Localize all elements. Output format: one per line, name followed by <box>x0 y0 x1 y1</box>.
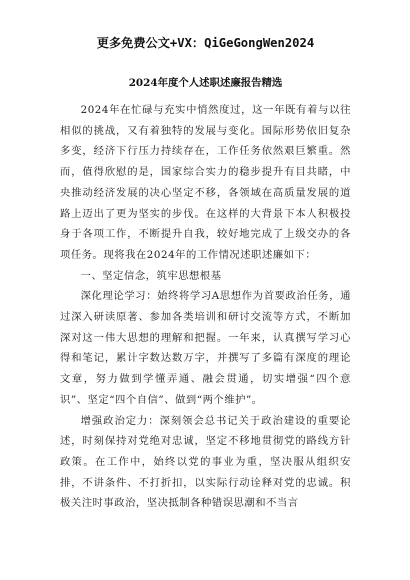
paragraph-political-stance: 增强政治定力：深刻领会总书记关于政治建设的重要论述，时刻保持对党绝对忠诚，坚定不移地贯彻党的路线方针政策。在工作中，始终以党的事业为重，坚决服从组织安排，不讲条件、不打折扣，以实际行动诠释对党的忠诚。积极关注时事政治，坚决抵制各种错误思潮和不当言 <box>60 414 351 510</box>
promo-banner: 更多免费公文+VX：QiGeGongWen2024 <box>96 36 315 50</box>
section-heading: 一、坚定信念，筑牢思想根基 <box>80 269 222 282</box>
document-title: 2024年度个人述职述廉报告精选 <box>128 77 283 89</box>
paragraph-theory-study: 深化理论学习：始终将学习A思想作为首要政治任务，通过深入研读原著、参加各类培训和研讨交流等方式，不断加深对这一伟大思想的理解和把握。一年来，认真撰写学习心得和笔记，累计字数达数万字，并撰写了多篇有深度的理论文章，努力做到学懂弄通、融会贯通，切实增强“四个意识”、坚定“四个自信”、做到“两个维护”。 <box>60 290 351 406</box>
document-body <box>60 100 351 514</box>
intro-paragraph: 2024年在忙碌与充实中悄然度过，这一年既有着与以往相似的挑战，又有着独特的发展与变化。国际形势依旧复杂多变，经济下行压力持续存在，工作任务依然艰巨繁重。然而，值得欣慰的是，国家综合实力的稳步提升有目共睹，中央推动经济发展的决心坚定不移，各领域在高质量发展的道路上迈出了更为坚实的步伐。在这样的大背景下本人积极投身于各项工作，不断提升自我，较好地完成了上级交办的各项任务。现将我在2024年的工作情况述职述廉如下： <box>60 104 351 261</box>
